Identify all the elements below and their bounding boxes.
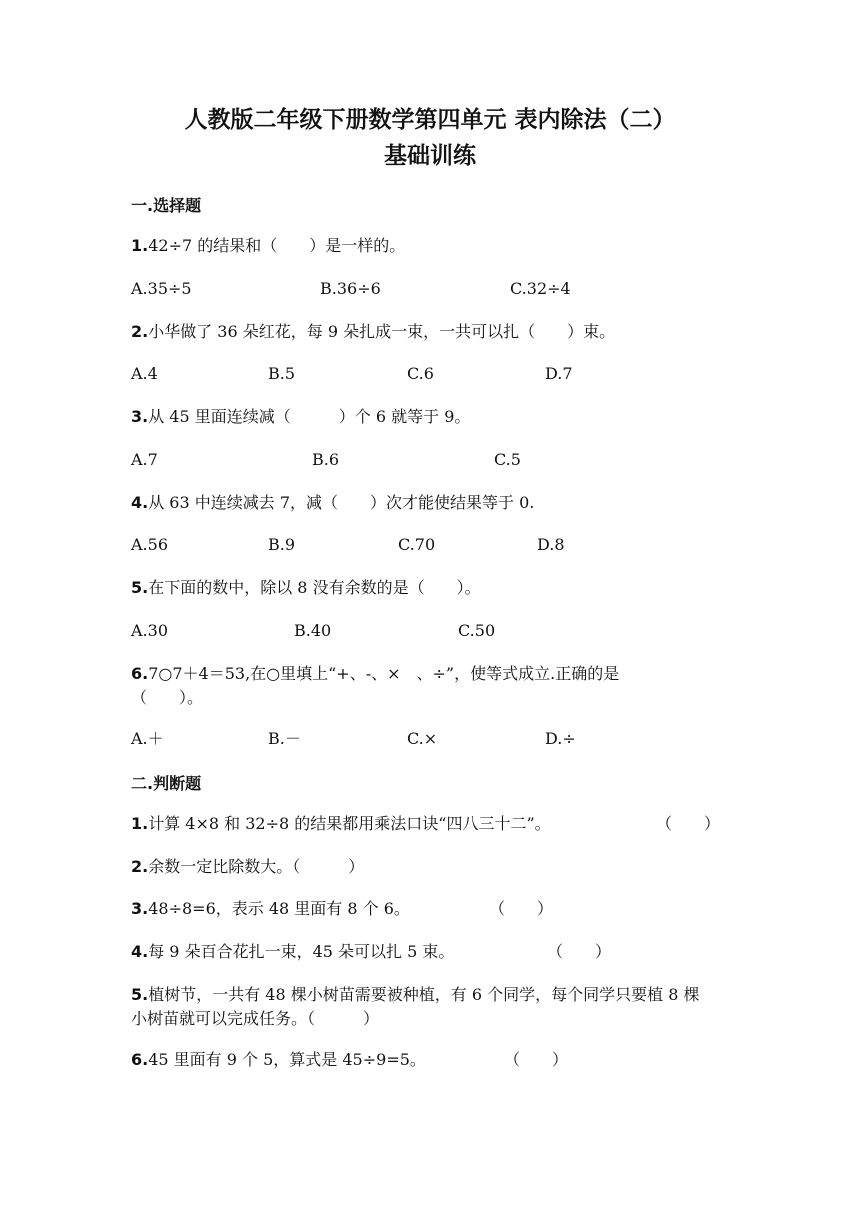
option-b[interactable]: B.5 xyxy=(268,364,296,383)
title-line-1: 人教版二年级下册数学第四单元 表内除法（二） xyxy=(184,107,676,133)
option-c[interactable]: C.× xyxy=(407,729,438,748)
question-text: 从 45 里面连续减（ ）个 6 就等于 9。 xyxy=(148,407,471,426)
tf-question-1 xyxy=(131,812,551,836)
question-number: 6. xyxy=(131,664,149,683)
option-b[interactable]: B.36÷6 xyxy=(320,279,381,298)
question-text: 植树节，一共有 48 棵小树苗需要被种植，有 6 个同学，每个同学只要植 8 棵 xyxy=(148,985,700,1004)
answer-blank[interactable]: （ ） xyxy=(547,942,612,961)
mc-question-5 xyxy=(131,576,481,600)
question-text: 余数一定比除数大。（ ） xyxy=(148,857,365,876)
question-number: 5. xyxy=(131,578,149,597)
mc-question-6-continued: （ ）。 xyxy=(131,688,204,707)
option-b[interactable]: B.－ xyxy=(268,729,301,748)
option-b[interactable]: B.9 xyxy=(268,535,296,554)
question-text: 42÷7 的结果和（ ）是一样的。 xyxy=(148,236,406,255)
tf-question-6 xyxy=(131,1048,426,1072)
section-heading-multiple-choice: 一.选择题 xyxy=(131,196,202,215)
section-heading-true-false: 二.判断题 xyxy=(131,774,202,793)
option-b[interactable]: B.6 xyxy=(312,450,340,469)
option-c[interactable]: C.32÷4 xyxy=(510,279,571,298)
option-b[interactable]: B.40 xyxy=(294,621,332,640)
option-a[interactable]: A.35÷5 xyxy=(131,279,192,298)
question-number: 1. xyxy=(131,814,149,833)
mc-question-3 xyxy=(131,405,470,429)
option-d[interactable]: D.7 xyxy=(545,364,573,383)
tf-question-5-continued: 小树苗就可以完成任务。（ ） xyxy=(131,1009,380,1028)
option-c[interactable]: C.70 xyxy=(398,535,436,554)
tf-question-4 xyxy=(131,940,454,964)
option-c[interactable]: C.50 xyxy=(458,621,496,640)
option-a[interactable]: A.30 xyxy=(131,621,168,640)
question-number: 4. xyxy=(131,493,149,512)
question-number: 4. xyxy=(131,942,149,961)
answer-blank[interactable]: （ ） xyxy=(504,1050,569,1069)
question-number: 3. xyxy=(131,899,149,918)
question-number: 2. xyxy=(131,857,149,876)
option-a[interactable]: A.＋ xyxy=(131,729,164,748)
question-number: 2. xyxy=(131,322,149,341)
answer-blank[interactable]: （ ） xyxy=(656,814,721,833)
option-a[interactable]: A.7 xyxy=(131,450,158,469)
mc-question-6 xyxy=(131,662,619,686)
option-a[interactable]: A.4 xyxy=(131,364,158,383)
question-text: 7○7＋4＝53,在○里填上“+、-、× 、÷”，使等式成立.正确的是 xyxy=(148,664,620,683)
tf-question-2 xyxy=(131,855,364,879)
question-number: 1. xyxy=(131,236,149,255)
tf-question-5 xyxy=(131,983,699,1007)
mc-question-2 xyxy=(131,320,615,344)
question-number: 5. xyxy=(131,985,149,1004)
option-c[interactable]: C.6 xyxy=(407,364,434,383)
tf-question-3 xyxy=(131,897,410,921)
question-text: 从 63 中连续减去 7，减（ ）次才能使结果等于 0. xyxy=(148,493,535,512)
question-text: 计算 4×8 和 32÷8 的结果都用乘法口诀“四八三十二”。 xyxy=(148,814,551,833)
answer-blank[interactable]: （ ） xyxy=(489,899,554,918)
option-d[interactable]: D.÷ xyxy=(545,729,576,748)
worksheet-title xyxy=(0,102,860,174)
question-text: 48÷8=6，表示 48 里面有 8 个 6。 xyxy=(148,899,410,918)
question-number: 6. xyxy=(131,1050,149,1069)
question-text: 小华做了 36 朵红花，每 9 朵扎成一束，一共可以扎（ ）束。 xyxy=(148,322,616,341)
mc-question-1 xyxy=(131,234,405,258)
question-text: 45 里面有 9 个 5，算式是 45÷9=5。 xyxy=(148,1050,426,1069)
question-text: 在下面的数中，除以 8 没有余数的是（ ）。 xyxy=(148,578,481,597)
option-a[interactable]: A.56 xyxy=(131,535,168,554)
mc-question-4 xyxy=(131,491,534,515)
option-c[interactable]: C.5 xyxy=(494,450,521,469)
option-d[interactable]: D.8 xyxy=(537,535,565,554)
question-number: 3. xyxy=(131,407,149,426)
question-text: 每 9 朵百合花扎一束，45 朵可以扎 5 束。 xyxy=(148,942,455,961)
title-line-2: 基础训练 xyxy=(384,143,476,169)
